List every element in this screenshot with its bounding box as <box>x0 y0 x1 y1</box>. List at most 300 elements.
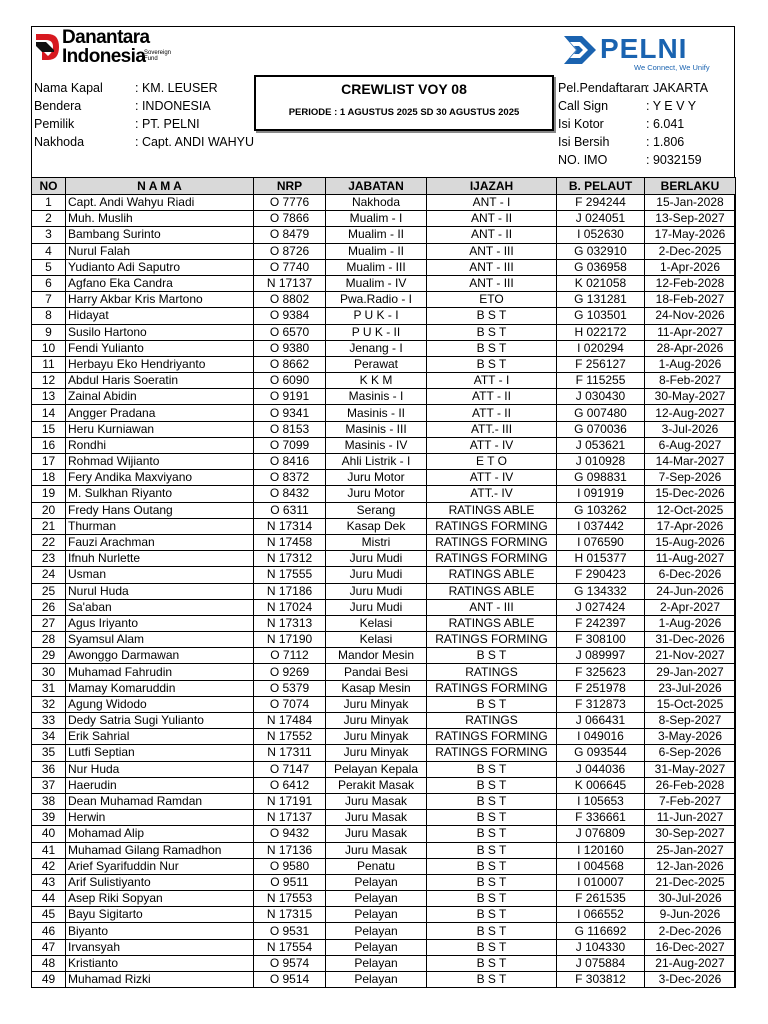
cell-nama: Muh. Muslih <box>66 211 254 227</box>
cell-nama: Biyanto <box>66 923 254 939</box>
logo-line-1: Danantara <box>62 27 150 48</box>
cell-no: 9 <box>32 324 66 340</box>
cell-ijazah: RATINGS FORMING <box>427 680 557 696</box>
cell-no: 24 <box>32 567 66 583</box>
col-header-nrp: NRP <box>254 178 326 195</box>
cell-no: 45 <box>32 907 66 923</box>
cell-ijazah: ANT - III <box>427 275 557 291</box>
table-row <box>32 615 736 631</box>
cell-berlaku: 15-Jan-2028 <box>645 195 736 211</box>
table-row <box>32 567 736 583</box>
pelni-mark-icon <box>562 32 598 68</box>
pelni-logo <box>562 30 732 74</box>
cell-nrp: O 8416 <box>254 454 326 470</box>
info-value: : JAKARTA <box>646 81 709 95</box>
table-row <box>32 373 736 389</box>
cell-ijazah: RATINGS ABLE <box>427 502 557 518</box>
cell-no: 46 <box>32 923 66 939</box>
table-row <box>32 972 736 988</box>
info-value: : INDONESIA <box>135 99 211 113</box>
cell-jabatan: Juru Motor <box>326 486 427 502</box>
cell-ijazah: ETO <box>427 292 557 308</box>
cell-jabatan: Juru Minyak <box>326 713 427 729</box>
info-label: Pel.Pendaftaran <box>558 81 648 95</box>
cell-nrp: O 7866 <box>254 211 326 227</box>
table-row <box>32 405 736 421</box>
col-header-buku-pelaut: B. PELAUT <box>557 178 645 195</box>
cell-no: 3 <box>32 227 66 243</box>
cell-berlaku: 2-Dec-2026 <box>645 923 736 939</box>
logo-sovereign-fund: Sovereign Fund <box>144 50 172 62</box>
cell-no: 7 <box>32 292 66 308</box>
cell-no: 36 <box>32 761 66 777</box>
cell-nama: Herwin <box>66 810 254 826</box>
cell-nama: Awonggo Darmawan <box>66 648 254 664</box>
cell-berlaku: 1-Apr-2026 <box>645 259 736 275</box>
cell-buku-pelaut: J 075884 <box>557 955 645 971</box>
table-row <box>32 259 736 275</box>
cell-berlaku: 2-Apr-2027 <box>645 599 736 615</box>
cell-jabatan: Mistri <box>326 534 427 550</box>
cell-jabatan: Penatu <box>326 858 427 874</box>
info-row <box>34 115 254 133</box>
cell-buku-pelaut: J 053621 <box>557 437 645 453</box>
right-ship-info <box>558 79 708 169</box>
cell-jabatan: Juru Mudi <box>326 551 427 567</box>
cell-berlaku: 24-Nov-2026 <box>645 308 736 324</box>
table-row <box>32 356 736 372</box>
cell-nama: Mohamad Alip <box>66 826 254 842</box>
cell-no: 44 <box>32 891 66 907</box>
cell-nama: Erik Sahrial <box>66 729 254 745</box>
cell-ijazah: B S T <box>427 340 557 356</box>
cell-buku-pelaut: F 251978 <box>557 680 645 696</box>
cell-nrp: O 7112 <box>254 648 326 664</box>
cell-nrp: O 9380 <box>254 340 326 356</box>
cell-ijazah: B S T <box>427 939 557 955</box>
cell-nrp: O 9269 <box>254 664 326 680</box>
cell-buku-pelaut: H 022172 <box>557 324 645 340</box>
cell-nrp: O 9384 <box>254 308 326 324</box>
cell-buku-pelaut: J 104330 <box>557 939 645 955</box>
cell-nama: Yudianto Adi Saputro <box>66 259 254 275</box>
cell-no: 5 <box>32 259 66 275</box>
info-label: Isi Kotor <box>558 117 604 131</box>
table-row <box>32 599 736 615</box>
cell-ijazah: RATINGS <box>427 713 557 729</box>
cell-nrp: O 7147 <box>254 761 326 777</box>
cell-ijazah: ATT - IV <box>427 437 557 453</box>
cell-no: 15 <box>32 421 66 437</box>
cell-no: 37 <box>32 777 66 793</box>
cell-jabatan: Perakit Masak <box>326 777 427 793</box>
cell-no: 41 <box>32 842 66 858</box>
table-row <box>32 729 736 745</box>
table-row <box>32 243 736 259</box>
cell-ijazah: B S T <box>427 955 557 971</box>
danantara-mark-icon <box>34 32 60 62</box>
cell-nrp: O 7099 <box>254 437 326 453</box>
table-row <box>32 793 736 809</box>
table-row <box>32 389 736 405</box>
info-row <box>34 97 254 115</box>
cell-nama: Zainal Abidin <box>66 389 254 405</box>
cell-no: 11 <box>32 356 66 372</box>
cell-buku-pelaut: K 021058 <box>557 275 645 291</box>
cell-berlaku: 15-Dec-2026 <box>645 486 736 502</box>
cell-ijazah: B S T <box>427 810 557 826</box>
cell-nama: M. Sulkhan Riyanto <box>66 486 254 502</box>
cell-ijazah: ATT.- III <box>427 421 557 437</box>
cell-no: 13 <box>32 389 66 405</box>
cell-no: 26 <box>32 599 66 615</box>
cell-buku-pelaut: G 007480 <box>557 405 645 421</box>
cell-berlaku: 31-Dec-2026 <box>645 632 736 648</box>
cell-nama: Abdul Haris Soeratin <box>66 373 254 389</box>
cell-buku-pelaut: F 256127 <box>557 356 645 372</box>
cell-buku-pelaut: I 004568 <box>557 858 645 874</box>
cell-jabatan: Mualim - I <box>326 211 427 227</box>
cell-buku-pelaut: G 103501 <box>557 308 645 324</box>
cell-buku-pelaut: K 006645 <box>557 777 645 793</box>
cell-nama: Nurul Huda <box>66 583 254 599</box>
cell-jabatan: Masinis - I <box>326 389 427 405</box>
cell-jabatan: Kelasi <box>326 632 427 648</box>
table-row <box>32 761 736 777</box>
cell-berlaku: 9-Jun-2026 <box>645 907 736 923</box>
cell-nama: Asep Riki Sopyan <box>66 891 254 907</box>
info-value: : 9032159 <box>646 153 702 167</box>
cell-ijazah: ATT - IV <box>427 470 557 486</box>
cell-jabatan: Pwa.Radio - I <box>326 292 427 308</box>
cell-nama: Harry Akbar Kris Martono <box>66 292 254 308</box>
info-row <box>558 97 708 115</box>
cell-berlaku: 14-Mar-2027 <box>645 454 736 470</box>
cell-nama: Fery Andika Maxviyano <box>66 470 254 486</box>
cell-berlaku: 30-Jul-2026 <box>645 891 736 907</box>
cell-no: 17 <box>32 454 66 470</box>
info-label: Isi Bersih <box>558 135 610 149</box>
cell-no: 18 <box>32 470 66 486</box>
cell-nrp: N 17555 <box>254 567 326 583</box>
cell-no: 47 <box>32 939 66 955</box>
cell-no: 25 <box>32 583 66 599</box>
cell-berlaku: 12-Oct-2025 <box>645 502 736 518</box>
cell-nama: Muhamad Gilang Ramadhon <box>66 842 254 858</box>
cell-nama: Usman <box>66 567 254 583</box>
info-value: : Capt. ANDI WAHYU <box>135 135 255 149</box>
danantara-logo <box>34 28 174 70</box>
cell-berlaku: 29-Jan-2027 <box>645 664 736 680</box>
cell-jabatan: Mandor Mesin <box>326 648 427 664</box>
cell-berlaku: 3-Jul-2026 <box>645 421 736 437</box>
table-row <box>32 437 736 453</box>
table-row <box>32 713 736 729</box>
cell-ijazah: ATT.- IV <box>427 486 557 502</box>
cell-nama: Fendi Yulianto <box>66 340 254 356</box>
cell-nrp: O 8372 <box>254 470 326 486</box>
title-box <box>254 75 554 131</box>
info-row <box>558 133 708 151</box>
cell-jabatan: Pelayan <box>326 907 427 923</box>
cell-buku-pelaut: F 303812 <box>557 972 645 988</box>
cell-berlaku: 18-Feb-2027 <box>645 292 736 308</box>
cell-nrp: O 6412 <box>254 777 326 793</box>
col-header-berlaku: BERLAKU <box>645 178 736 195</box>
cell-jabatan: Masinis - III <box>326 421 427 437</box>
col-header-ijazah: IJAZAH <box>427 178 557 195</box>
cell-nrp: O 9574 <box>254 955 326 971</box>
cell-nama: Rohmad Wijianto <box>66 454 254 470</box>
cell-no: 32 <box>32 696 66 712</box>
col-header-nama: N A M A <box>66 178 254 195</box>
cell-buku-pelaut: F 294244 <box>557 195 645 211</box>
cell-berlaku: 15-Oct-2025 <box>645 696 736 712</box>
cell-jabatan: Pelayan <box>326 939 427 955</box>
cell-jabatan: Ahli Listrik - I <box>326 454 427 470</box>
cell-nama: Bayu Sigitarto <box>66 907 254 923</box>
cell-berlaku: 11-Aug-2027 <box>645 551 736 567</box>
cell-nrp: O 6570 <box>254 324 326 340</box>
cell-buku-pelaut: G 036958 <box>557 259 645 275</box>
cell-no: 2 <box>32 211 66 227</box>
info-label: Nama Kapal <box>34 81 103 95</box>
cell-nama: Arif Sulistiyanto <box>66 874 254 890</box>
table-row <box>32 454 736 470</box>
crew-table <box>31 177 736 988</box>
cell-ijazah: ANT - III <box>427 599 557 615</box>
cell-nrp: O 9531 <box>254 923 326 939</box>
cell-jabatan: Masinis - IV <box>326 437 427 453</box>
cell-no: 27 <box>32 615 66 631</box>
cell-buku-pelaut: G 134332 <box>557 583 645 599</box>
cell-berlaku: 28-Apr-2026 <box>645 340 736 356</box>
cell-nama: Nurul Falah <box>66 243 254 259</box>
cell-jabatan: Juru Masak <box>326 793 427 809</box>
cell-nama: Ifnuh Nurlette <box>66 551 254 567</box>
cell-buku-pelaut: F 261535 <box>557 891 645 907</box>
cell-nrp: O 8802 <box>254 292 326 308</box>
cell-ijazah: RATINGS FORMING <box>427 551 557 567</box>
cell-jabatan: Pelayan <box>326 923 427 939</box>
cell-no: 38 <box>32 793 66 809</box>
table-row <box>32 891 736 907</box>
cell-nrp: O 9341 <box>254 405 326 421</box>
cell-nama: Kristianto <box>66 955 254 971</box>
table-row <box>32 275 736 291</box>
cell-jabatan: Mualim - IV <box>326 275 427 291</box>
cell-berlaku: 3-Dec-2026 <box>645 972 736 988</box>
cell-nrp: N 17024 <box>254 599 326 615</box>
cell-ijazah: B S T <box>427 907 557 923</box>
cell-ijazah: E T O <box>427 454 557 470</box>
cell-buku-pelaut: J 030430 <box>557 389 645 405</box>
cell-ijazah: ANT - II <box>427 227 557 243</box>
cell-nrp: O 9580 <box>254 858 326 874</box>
cell-no: 30 <box>32 664 66 680</box>
cell-berlaku: 21-Nov-2027 <box>645 648 736 664</box>
cell-no: 12 <box>32 373 66 389</box>
info-row <box>558 151 708 169</box>
table-row <box>32 696 736 712</box>
page-title: CREWLIST VOY 08 <box>341 81 467 97</box>
cell-berlaku: 25-Jan-2027 <box>645 842 736 858</box>
cell-berlaku: 31-May-2027 <box>645 761 736 777</box>
cell-buku-pelaut: G 116692 <box>557 923 645 939</box>
info-row <box>558 79 708 97</box>
cell-berlaku: 7-Sep-2026 <box>645 470 736 486</box>
cell-berlaku: 2-Dec-2025 <box>645 243 736 259</box>
cell-nrp: N 17313 <box>254 615 326 631</box>
cell-nrp: N 17137 <box>254 275 326 291</box>
cell-berlaku: 12-Feb-2028 <box>645 275 736 291</box>
cell-no: 6 <box>32 275 66 291</box>
pelni-wordmark: PELNI <box>600 33 688 64</box>
cell-buku-pelaut: G 103262 <box>557 502 645 518</box>
cell-no: 33 <box>32 713 66 729</box>
table-row <box>32 923 736 939</box>
cell-nrp: O 8432 <box>254 486 326 502</box>
cell-buku-pelaut: F 336661 <box>557 810 645 826</box>
cell-buku-pelaut: J 066431 <box>557 713 645 729</box>
cell-nrp: O 9511 <box>254 874 326 890</box>
cell-nama: Capt. Andi Wahyu Riadi <box>66 195 254 211</box>
cell-jabatan: Serang <box>326 502 427 518</box>
info-row <box>558 115 708 133</box>
cell-nrp: O 7074 <box>254 696 326 712</box>
table-row <box>32 486 736 502</box>
cell-berlaku: 3-May-2026 <box>645 729 736 745</box>
cell-berlaku: 1-Aug-2026 <box>645 615 736 631</box>
cell-jabatan: Kelasi <box>326 615 427 631</box>
table-row <box>32 340 736 356</box>
cell-jabatan: Pandai Besi <box>326 664 427 680</box>
cell-jabatan: Pelayan <box>326 955 427 971</box>
cell-jabatan: Juru Masak <box>326 810 427 826</box>
cell-jabatan: Nakhoda <box>326 195 427 211</box>
cell-berlaku: 24-Jun-2026 <box>645 583 736 599</box>
info-label: Bendera <box>34 99 82 113</box>
cell-nrp: N 17311 <box>254 745 326 761</box>
cell-buku-pelaut: G 093544 <box>557 745 645 761</box>
cell-berlaku: 12-Jan-2026 <box>645 858 736 874</box>
cell-ijazah: RATINGS FORMING <box>427 518 557 534</box>
cell-no: 14 <box>32 405 66 421</box>
cell-nama: Haerudin <box>66 777 254 793</box>
cell-nama: Agus Iriyanto <box>66 615 254 631</box>
cell-jabatan: Pelayan <box>326 874 427 890</box>
col-header-jabatan: JABATAN <box>326 178 427 195</box>
cell-nrp: N 17314 <box>254 518 326 534</box>
cell-no: 42 <box>32 858 66 874</box>
cell-nrp: O 8479 <box>254 227 326 243</box>
cell-nama: Fredy Hans Outang <box>66 502 254 518</box>
cell-jabatan: Juru Masak <box>326 842 427 858</box>
cell-no: 39 <box>32 810 66 826</box>
table-row <box>32 195 736 211</box>
cell-jabatan: K K M <box>326 373 427 389</box>
cell-nama: Herbayu Eko Hendriyanto <box>66 356 254 372</box>
cell-nrp: O 9432 <box>254 826 326 842</box>
cell-buku-pelaut: I 049016 <box>557 729 645 745</box>
cell-no: 28 <box>32 632 66 648</box>
table-row <box>32 907 736 923</box>
info-value: : 6.041 <box>646 117 685 131</box>
cell-berlaku: 1-Aug-2026 <box>645 356 736 372</box>
info-row <box>34 79 254 97</box>
cell-nrp: N 17484 <box>254 713 326 729</box>
cell-no: 40 <box>32 826 66 842</box>
cell-buku-pelaut: J 076809 <box>557 826 645 842</box>
cell-buku-pelaut: F 308100 <box>557 632 645 648</box>
table-row <box>32 955 736 971</box>
cell-ijazah: ATT - II <box>427 405 557 421</box>
cell-nama: Muhamad Rizki <box>66 972 254 988</box>
cell-nrp: N 17137 <box>254 810 326 826</box>
cell-nrp: O 8662 <box>254 356 326 372</box>
info-label: Nakhoda <box>34 135 85 149</box>
cell-jabatan: Jenang - I <box>326 340 427 356</box>
left-ship-info <box>34 79 254 151</box>
col-header-no: NO <box>32 178 66 195</box>
cell-ijazah: RATINGS FORMING <box>427 745 557 761</box>
crew-table-body <box>32 195 736 988</box>
table-row <box>32 211 736 227</box>
cell-buku-pelaut: J 027424 <box>557 599 645 615</box>
cell-ijazah: ANT - III <box>427 259 557 275</box>
cell-jabatan: Kasap Dek <box>326 518 427 534</box>
cell-berlaku: 30-May-2027 <box>645 389 736 405</box>
cell-nama: Hidayat <box>66 308 254 324</box>
cell-ijazah: B S T <box>427 842 557 858</box>
info-label: NO. IMO <box>558 153 608 167</box>
cell-jabatan: P U K - I <box>326 308 427 324</box>
table-row <box>32 777 736 793</box>
table-row <box>32 324 736 340</box>
cell-berlaku: 26-Feb-2028 <box>645 777 736 793</box>
cell-berlaku: 21-Dec-2025 <box>645 874 736 890</box>
cell-berlaku: 6-Sep-2026 <box>645 745 736 761</box>
cell-ijazah: B S T <box>427 696 557 712</box>
table-row <box>32 858 736 874</box>
table-row <box>32 939 736 955</box>
info-value: : 1.806 <box>646 135 685 149</box>
cell-ijazah: B S T <box>427 891 557 907</box>
cell-ijazah: B S T <box>427 826 557 842</box>
cell-no: 48 <box>32 955 66 971</box>
cell-ijazah: B S T <box>427 648 557 664</box>
cell-berlaku: 7-Feb-2027 <box>645 793 736 809</box>
cell-no: 49 <box>32 972 66 988</box>
table-row <box>32 534 736 550</box>
cell-berlaku: 11-Apr-2027 <box>645 324 736 340</box>
table-row <box>32 664 736 680</box>
cell-berlaku: 17-May-2026 <box>645 227 736 243</box>
cell-nrp: N 17190 <box>254 632 326 648</box>
cell-nama: Heru Kurniawan <box>66 421 254 437</box>
table-row <box>32 874 736 890</box>
cell-buku-pelaut: G 131281 <box>557 292 645 308</box>
table-row <box>32 632 736 648</box>
cell-nrp: N 17186 <box>254 583 326 599</box>
cell-jabatan: Mualim - III <box>326 259 427 275</box>
cell-nama: Irvansyah <box>66 939 254 955</box>
cell-buku-pelaut: I 066552 <box>557 907 645 923</box>
cell-nama: Susilo Hartono <box>66 324 254 340</box>
cell-buku-pelaut: I 076590 <box>557 534 645 550</box>
cell-buku-pelaut: J 089997 <box>557 648 645 664</box>
table-row <box>32 421 736 437</box>
